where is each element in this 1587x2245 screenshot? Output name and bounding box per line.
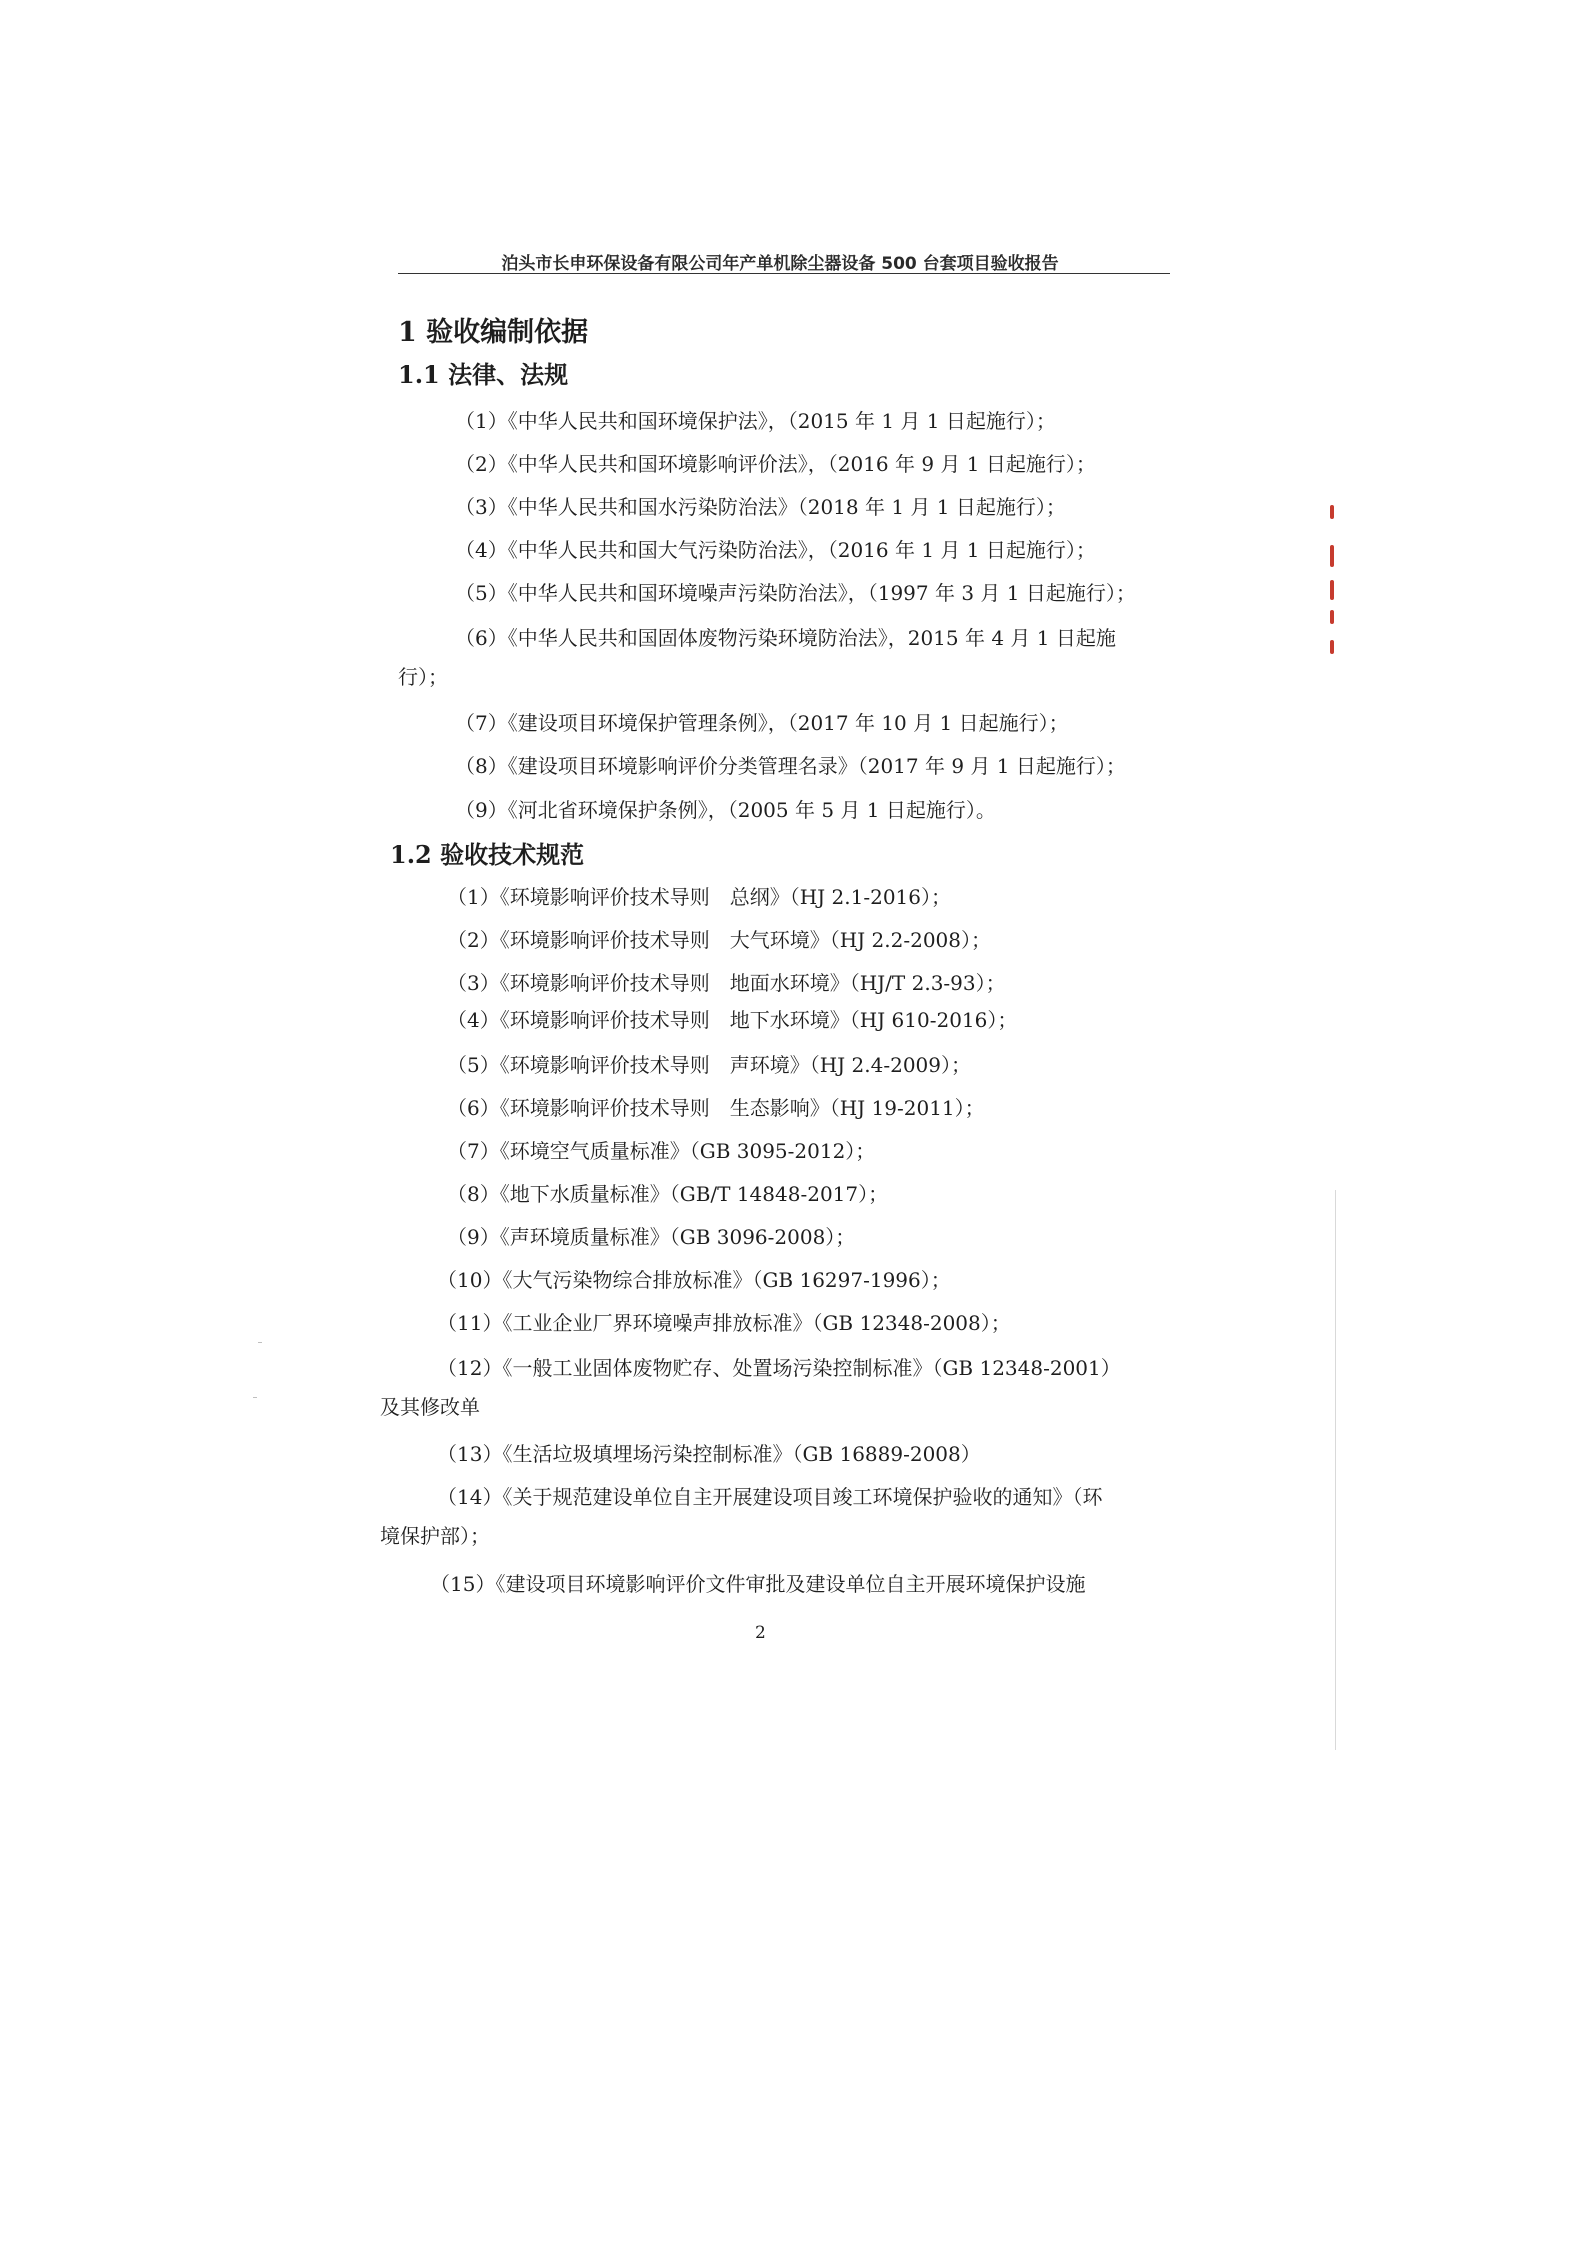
list-item: （6）《中华人民共和国固体废物污染环境防治法》，2015 年 4 月 1 日起施 [455, 626, 1116, 650]
list-item: （3）《中华人民共和国水污染防治法》（2018 年 1 月 1 日起施行）； [455, 495, 1066, 519]
list-item: （8）《建设项目环境影响评价分类管理名录》（2017 年 9 月 1 日起施行）； [455, 754, 1126, 778]
list-item-continuation: 及其修改单 [380, 1395, 480, 1419]
list-item: （5）《环境影响评价技术导则 声环境》（HJ 2.4-2009）； [447, 1053, 972, 1077]
list-item: （4）《中华人民共和国大气污染防治法》，（2016 年 1 月 1 日起施行）； [455, 538, 1096, 562]
list-item: （11）《工业企业厂界环境噪声排放标准》（GB 12348-2008）； [437, 1311, 1011, 1335]
binding-mark [1330, 545, 1334, 567]
header-rule [398, 273, 1170, 274]
binding-mark [1330, 580, 1334, 600]
binding-mark [1330, 640, 1334, 654]
page-number: 2 [755, 1623, 766, 1643]
list-item-continuation: 境保护部）； [380, 1524, 490, 1548]
section-1-2-title: 1.2 验收技术规范 [390, 840, 585, 869]
list-item: （2）《环境影响评价技术导则 大气环境》（HJ 2.2-2008）； [447, 928, 992, 952]
scan-speck [253, 1397, 257, 1398]
section-1-title: 1 验收编制依据 [398, 317, 589, 348]
section-1-1-title: 1.1 法律、法规 [398, 360, 569, 389]
list-item: （9）《河北省环境保护条例》，（2005 年 5 月 1 日起施行）。 [455, 798, 996, 822]
list-item: （9）《声环境质量标准》（GB 3096-2008）； [447, 1225, 856, 1249]
list-item: （13）《生活垃圾填埋场污染控制标准》（GB 16889-2008） [437, 1442, 981, 1466]
scan-edge-line [1335, 1190, 1336, 1750]
header-text: 泊头市长申环保设备有限公司年产单机除尘器设备 500 台套项目验收报告 [501, 254, 1059, 274]
list-item: （2）《中华人民共和国环境影响评价法》，（2016 年 9 月 1 日起施行）； [455, 452, 1096, 476]
list-item-continuation: 行）； [398, 665, 448, 689]
list-item: （7）《环境空气质量标准》（GB 3095-2012）； [447, 1139, 876, 1163]
list-item: （4）《环境影响评价技术导则 地下水环境》（HJ 610-2016）； [447, 1008, 1018, 1032]
list-item: （14）《关于规范建设单位自主开展建设项目竣工环境保护验收的通知》（环 [437, 1485, 1103, 1509]
list-item: （1）《环境影响评价技术导则 总纲》（HJ 2.1-2016）； [447, 885, 952, 909]
list-item: （8）《地下水质量标准》（GB/T 14848-2017）； [447, 1182, 889, 1206]
list-item: （3）《环境影响评价技术导则 地面水环境》（HJ/T 2.3-93）； [447, 971, 1006, 995]
list-item: （15）《建设项目环境影响评价文件审批及建设单位自主开展环境保护设施 [430, 1572, 1086, 1596]
list-item: （1）《中华人民共和国环境保护法》，（2015 年 1 月 1 日起施行）； [455, 409, 1056, 433]
binding-mark [1330, 610, 1334, 624]
list-item: （12）《一般工业固体废物贮存、处置场污染控制标准》（GB 12348-2001） [437, 1356, 1121, 1380]
list-item: （6）《环境影响评价技术导则 生态影响》（HJ 19-2011）； [447, 1096, 985, 1120]
list-item: （7）《建设项目环境保护管理条例》，（2017 年 10 月 1 日起施行）； [455, 711, 1069, 735]
binding-mark [1330, 505, 1334, 519]
list-item: （10）《大气污染物综合排放标准》（GB 16297-1996）； [437, 1268, 951, 1292]
list-item: （5）《中华人民共和国环境噪声污染防治法》，（1997 年 3 月 1 日起施行）； [455, 581, 1136, 605]
scan-speck [258, 1342, 262, 1343]
